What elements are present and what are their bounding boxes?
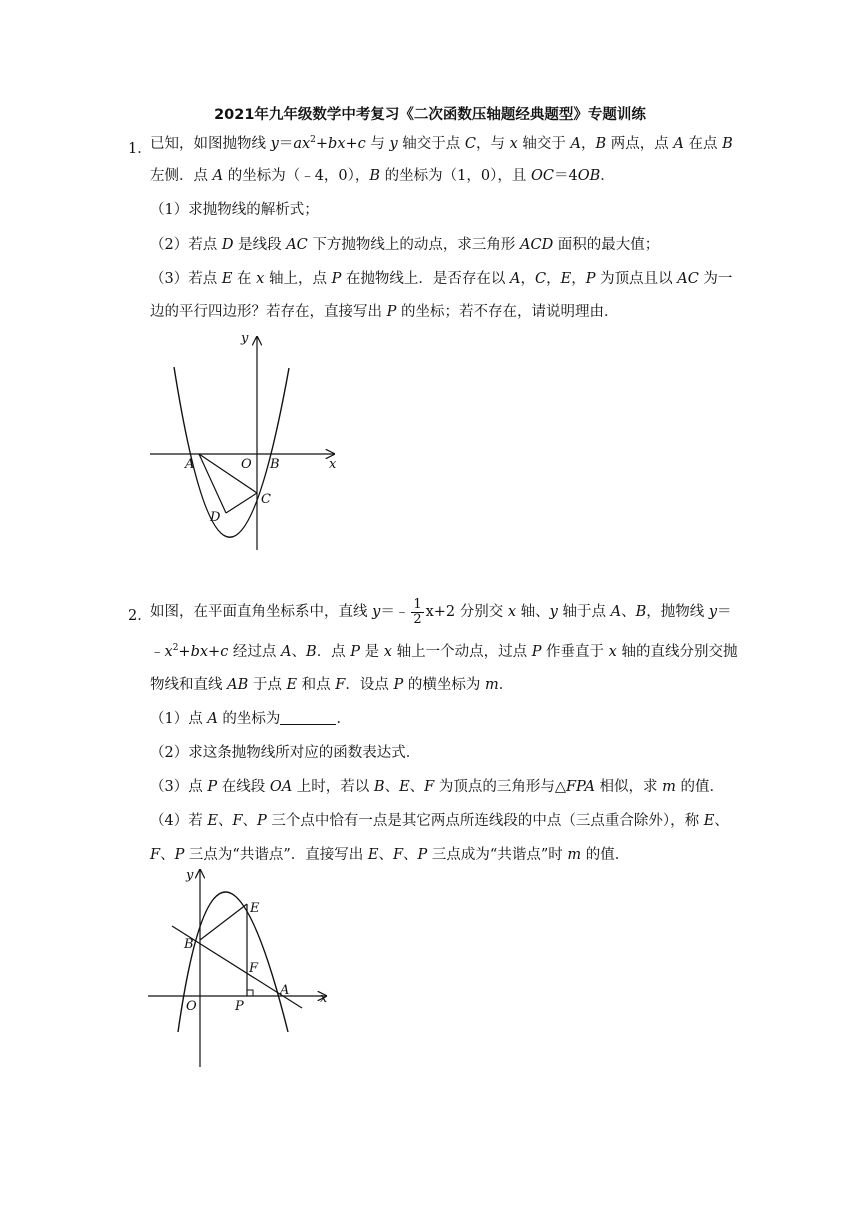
q1-figure xyxy=(140,325,360,560)
q2-part-4: （4）若 E、F、P 三个点中恰有一点是其它两点所连线段的中点（三点重合除外），称 E、 xyxy=(150,813,729,829)
q2-part-4-cont: F、P 三点为“共谐点”．直接写出 E、F、P 三点成为“共谐点”时 m 的值． xyxy=(150,847,630,863)
question-1-number: 1． xyxy=(128,141,152,157)
q1-line-1: 已知，如图抛物线 $y=ax^2+bx+c$ 与 y 轴交于点 C，与 x 轴交于 A，B 两点，点 A 在点 B xyxy=(150,135,733,152)
label-b: B xyxy=(270,457,280,472)
parabola-curve xyxy=(174,367,289,537)
label-y: y xyxy=(241,331,249,346)
q2-line-1: 如图，在平面直角坐标系中，直线 y＝﹣ $\frac{1}{2}$ x+2 分别交 x 轴、y 轴于点 A、B，抛物线 y＝ xyxy=(150,596,732,627)
label-o: O xyxy=(241,457,252,472)
q2-line-2: $﹣x^2+bx+c$ 经过点 A、B．点 P 是 x 轴上一个动点，过点 P 作垂直于 x 轴的直线分别交抛 xyxy=(150,643,738,660)
label-y: y xyxy=(186,868,194,883)
q2-figure xyxy=(140,862,340,1072)
q2-part-1: （1）点 A 的坐标为 ． xyxy=(150,711,351,727)
q1-part-3-cont: 边的平行四边形？若存在，直接写出 P 的坐标；若不存在，请说明理由． xyxy=(150,304,619,320)
q1-part-1: （1）求抛物线的解析式； xyxy=(150,202,319,218)
label-p: P xyxy=(235,999,244,1014)
answer-blank[interactable] xyxy=(280,710,336,725)
label-a: A xyxy=(185,457,195,472)
q2-line-3: 物线和直线 AB 于点 E 和点 F．设点 P 的横坐标为 m． xyxy=(150,677,514,693)
document-title: 2021年九年级数学中考复习《二次函数压轴题经典题型》专题训练 xyxy=(214,107,646,123)
q2-part-3: （3）点 P 在线段 OA 上时，若以 B、E、F 为顶点的三角形与△FPA 相似，求 m 的值． xyxy=(150,779,725,795)
label-e: E xyxy=(250,901,260,916)
label-x: x xyxy=(320,991,328,1006)
label-d: D xyxy=(210,510,221,525)
label-c: C xyxy=(261,492,271,507)
fraction-one-half: $\frac{1}{2}$ xyxy=(413,596,422,627)
q1-part-2: （2）若点 D 是线段 AC 下方抛物线上的动点，求三角形 ACD 面积的最大值； xyxy=(150,237,660,253)
q1-line-2: 左侧．点 A 的坐标为（﹣4，0），B 的坐标为（1，0），且 OC＝4OB． xyxy=(150,168,615,184)
segment-dc xyxy=(226,493,257,513)
question-2-number: 2． xyxy=(128,608,152,624)
label-x: x xyxy=(329,457,337,472)
label-o: O xyxy=(186,999,197,1014)
label-f: F xyxy=(249,961,259,976)
label-b: B xyxy=(184,937,194,952)
right-angle-mark xyxy=(247,990,253,996)
q1-part-3: （3）若点 E 在 x 轴上，点 P 在抛物线上．是否存在以 A，C，E，P 为顶点且以 AC 为一 xyxy=(150,271,733,287)
q2-part-2: （2）求这条抛物线所对应的函数表达式． xyxy=(150,745,421,761)
label-a: A xyxy=(280,983,290,998)
